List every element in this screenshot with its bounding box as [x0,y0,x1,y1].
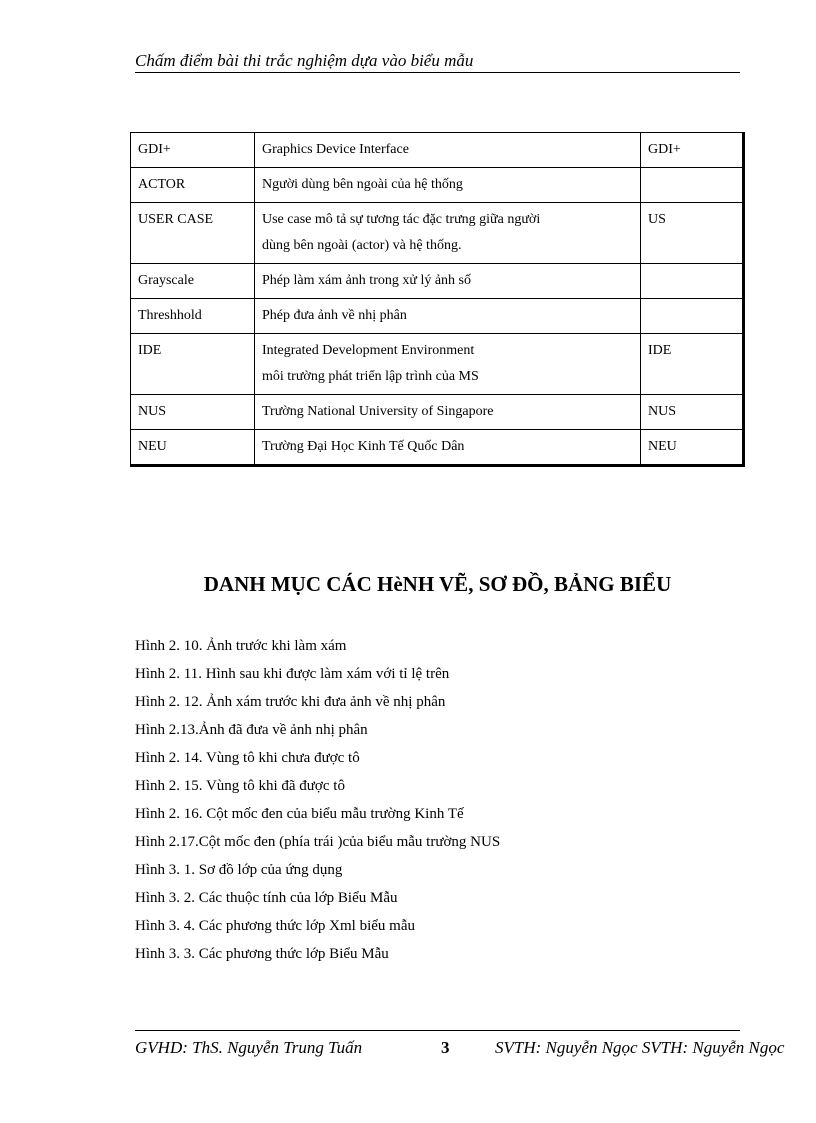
abbr-description-cell [255,395,641,430]
abbr-term-cell: Threshhold [131,299,255,334]
abbr-description-line: Use case mô tả sự tương tác đặc trưng giữa người [262,212,541,227]
abbr-description-line: Trường Đại Học Kinh Tế Quốc Dân [262,439,465,454]
abbr-description-cell [255,203,641,264]
footer-advisor: GVHD: ThS. Nguyễn Trung Tuấn [135,1038,363,1057]
abbr-short-cell [641,264,744,299]
abbr-description-line: dùng bên ngoài (actor) và hệ thống. [262,238,462,253]
abbr-description-line: Phép đưa ảnh về nhị phân [262,308,407,323]
figure-list [135,632,500,968]
figure-list-item: Hình 2.13.Ảnh đã đưa về ảnh nhị phân [135,722,368,738]
abbreviation-table [130,132,745,467]
abbr-description-line: Trường National University of Singapore [262,404,494,419]
table-row [131,264,744,299]
abbr-description-cell [255,168,641,203]
abbr-short-cell: IDE [641,334,744,395]
abbr-description-line: môi trường phát triển lập trình của MS [262,369,479,384]
figure-list-item: Hình 2. 15. Vùng tô khi đã được tô [135,778,345,794]
abbr-term-cell: GDI+ [131,133,255,168]
figure-list-item: Hình 3. 3. Các phương thức lớp Biểu Mẫu [135,946,389,962]
table-row [131,395,744,430]
abbr-description-cell [255,264,641,299]
header-title: Chấm điểm bài thi trắc nghiệm dựa vào biểu mẫu [135,51,474,70]
abbr-short-cell: US [641,203,744,264]
figure-list-item: Hình 3. 1. Sơ đồ lớp của ứng dụng [135,862,343,878]
abbr-description-cell [255,133,641,168]
figure-list-item: Hình 2. 10. Ảnh trước khi làm xám [135,638,347,654]
figure-list-item: Hình 2. 14. Vùng tô khi chưa được tô [135,750,360,766]
table-row [131,334,744,395]
abbr-short-cell: GDI+ [641,133,744,168]
table-row [131,430,744,466]
abbr-description-cell [255,430,641,466]
abbr-term-cell: Grayscale [131,264,255,299]
table-row [131,168,744,203]
table-row [131,203,744,264]
abbr-short-cell: NEU [641,430,744,466]
footer-divider [135,1030,740,1031]
table-row [131,133,744,168]
figure-list-item: Hình 2.17.Cột mốc đen (phía trái )của biểu mẫu trường NUS [135,834,501,850]
figure-list-item: Hình 2. 12. Ảnh xám trước khi đưa ảnh về nhị phân [135,694,446,710]
footer-student: SVTH: Nguyễn Ngọc SVTH: Nguyễn Ngọc [495,1038,785,1057]
abbr-description-cell [255,334,641,395]
abbr-description-line: Graphics Device Interface [262,142,409,157]
figure-list-item: Hình 2. 16. Cột mốc đen của biểu mẫu trường Kinh Tế [135,806,464,822]
page-footer [135,1036,816,1060]
abbr-term-cell: IDE [131,334,255,395]
abbr-short-cell: NUS [641,395,744,430]
table-row [131,299,744,334]
abbr-short-cell [641,299,744,334]
section-title: DANH MỤC CÁC HèNH VẼ, SƠ ĐỒ, BẢNG BIỂU [203,572,672,596]
abbr-description-line: Integrated Development Environment [262,343,475,358]
abbr-term-cell: ACTOR [131,168,255,203]
abbr-short-cell [641,168,744,203]
figure-list-item: Hình 3. 2. Các thuộc tính của lớp Biểu Mẫu [135,890,398,906]
page-header [135,50,740,73]
abbr-term-cell: NUS [131,395,255,430]
abbr-description-line: Phép làm xám ảnh trong xử lý ảnh số [262,273,472,288]
abbr-description-line: Người dùng bên ngoài của hệ thống [262,177,463,192]
page-number: 3 [441,1038,450,1057]
abbreviation-table-body [131,133,744,466]
abbr-term-cell: USER CASE [131,203,255,264]
figure-list-item: Hình 3. 4. Các phương thức lớp Xml biểu mẫu [135,918,416,934]
abbr-description-cell [255,299,641,334]
figure-list-item: Hình 2. 11. Hình sau khi được làm xám với tỉ lệ trên [135,666,450,682]
abbr-term-cell: NEU [131,430,255,466]
